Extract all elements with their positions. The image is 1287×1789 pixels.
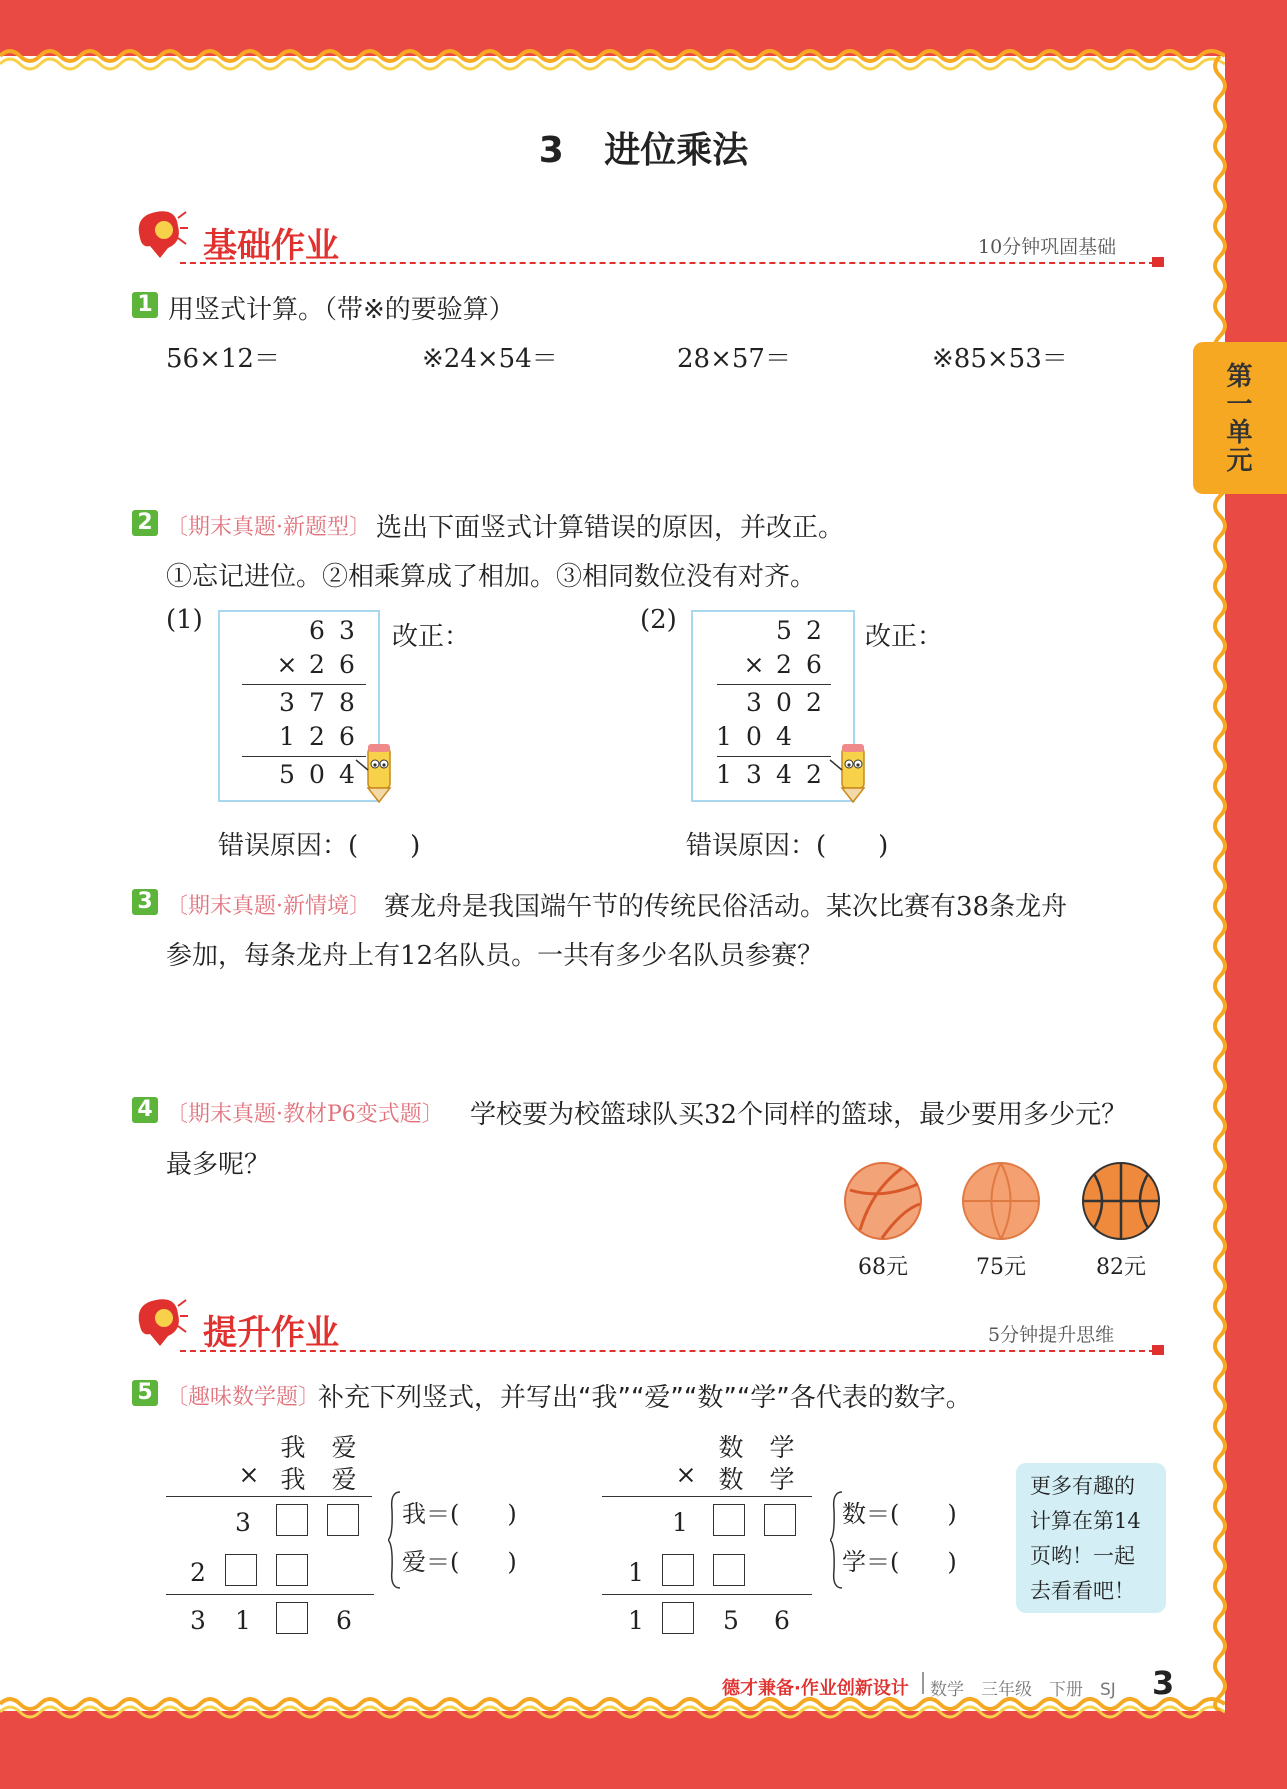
question-number-2: 2 (132, 510, 158, 536)
q1-problem-4: ※85×53＝ (932, 344, 1068, 374)
blank-box[interactable] (713, 1504, 745, 1536)
fist-icon (130, 1296, 188, 1348)
tip-line-4: 去看看吧！ (1030, 1579, 1135, 1603)
q2-item-2-calc: 5 2 × 2 6 3 0 2 1 0 4 1 3 4 2 (691, 610, 851, 798)
q2-item-1-label: (1) (166, 605, 203, 635)
q2-options: ①忘记进位。②相乘算成了相加。③相同数位没有对齐。 (166, 562, 817, 592)
brace-icon (388, 1490, 402, 1590)
section-basic-title: 基础作业 (203, 226, 339, 266)
tip-bubble (1016, 1463, 1166, 1613)
q3-tag: 〔期末真题·新情境〕 (166, 894, 371, 919)
q3-line-2: 参加，每条龙舟上有12名队员。一共有多少名队员参赛？ (166, 941, 824, 971)
section-basic-note: 10分钟巩固基础 (978, 236, 1117, 258)
blank-box[interactable] (764, 1504, 796, 1536)
section-divider (180, 262, 1155, 264)
q2-item-2-reason[interactable]: 错误原因：( ) (686, 831, 889, 861)
footer-brand: 德才兼备·作业创新设计 (722, 1678, 909, 1699)
blank-box[interactable] (662, 1602, 694, 1634)
lesson-number: 3 (538, 130, 564, 171)
page-title (0, 122, 1287, 173)
right-wave-border (1210, 56, 1240, 1711)
section-divider (180, 1350, 1155, 1352)
q1-problem-2: ※24×54＝ (422, 344, 558, 374)
q2-item-1-calc: 6 3 × 2 6 3 7 8 1 2 6 5 0 4 (218, 610, 376, 798)
unit-tab-label: 第一单元 (1222, 362, 1252, 474)
q5-right-puzzle: 数 学 × 数 学 1 1 1 5 6 数＝( ) 学＝( ) (602, 1420, 1002, 1640)
pencil-mascot-icon (828, 740, 880, 806)
price-3: 82元 (1096, 1255, 1146, 1280)
basketball-icon (1080, 1160, 1162, 1242)
q2-item-2-label: (2) (640, 605, 677, 635)
unit-tab[interactable] (1193, 342, 1287, 494)
q2-tag: 〔期末真题·新题型〕 (166, 515, 371, 540)
q5-tag: 〔趣味数学题〕 (166, 1385, 321, 1410)
q4-line-1: 学校要为校篮球队买32个同样的篮球，最少要用多少元？ (470, 1100, 1128, 1130)
blank-box[interactable] (713, 1554, 745, 1586)
price-1: 68元 (858, 1255, 908, 1280)
blank-box[interactable] (276, 1554, 308, 1586)
question-number-1: 1 (132, 292, 158, 318)
q5-left-puzzle: 我 爱 × 我 爱 3 2 3 1 6 我＝( ) 爱＝( ) (166, 1420, 546, 1640)
blank-box[interactable] (327, 1504, 359, 1536)
q2-item-1-fix-label: 改正： (392, 622, 471, 652)
basketball-icon (842, 1160, 924, 1242)
q1-problem-1: 56×12＝ (166, 344, 280, 374)
price-2: 75元 (976, 1255, 1026, 1280)
answer-wo[interactable]: 我＝( ) (402, 1500, 517, 1528)
section-advanced-note: 5分钟提升思维 (988, 1324, 1115, 1346)
top-wave-border (0, 46, 1225, 76)
question-number-5: 5 (132, 1380, 158, 1406)
q3-line-1: 赛龙舟是我国端午节的传统民俗活动。某次比赛有38条龙舟 (384, 892, 1068, 922)
footer-divider (922, 1672, 924, 1694)
lesson-title: 进位乘法 (604, 130, 749, 171)
q4-tag: 〔期末真题·教材P6变式题〕 (166, 1102, 444, 1127)
blank-box[interactable] (276, 1504, 308, 1536)
q2-item-2-fix-label: 改正： (865, 622, 944, 652)
blank-box[interactable] (276, 1602, 308, 1634)
answer-shu[interactable]: 数＝( ) (842, 1500, 957, 1528)
basketball-icon (960, 1160, 1042, 1242)
tip-line-1: 更多有趣的 (1030, 1474, 1135, 1498)
fist-icon (130, 208, 188, 260)
section-advanced-title: 提升作业 (203, 1313, 339, 1353)
answer-ai[interactable]: 爱＝( ) (402, 1548, 517, 1576)
divider-end-marker (1152, 1345, 1164, 1355)
blank-box[interactable] (662, 1554, 694, 1586)
q2-item-1-reason[interactable]: 错误原因：( ) (218, 831, 421, 861)
q1-prompt: 用竖式计算。（带※的要验算） (168, 295, 515, 325)
question-number-3: 3 (132, 889, 158, 915)
tip-line-2: 计算在第14 (1030, 1509, 1141, 1533)
q2-prompt: 选出下面竖式计算错误的原因，并改正。 (376, 513, 845, 543)
pencil-mascot-icon (354, 740, 406, 806)
answer-xue[interactable]: 学＝( ) (842, 1548, 957, 1576)
blank-box[interactable] (225, 1554, 257, 1586)
q1-problem-3: 28×57＝ (677, 344, 791, 374)
page-number: 3 (1152, 1664, 1175, 1702)
tip-line-3: 页哟！一起 (1030, 1544, 1135, 1568)
footer-info: 数学 三年级 下册 SJ (930, 1680, 1116, 1700)
q4-line-2: 最多呢？ (166, 1150, 271, 1180)
question-number-4: 4 (132, 1097, 158, 1123)
divider-end-marker (1152, 257, 1164, 267)
q5-prompt: 补充下列竖式，并写出“我”“爱”“数”“学”各代表的数字。 (318, 1383, 972, 1413)
